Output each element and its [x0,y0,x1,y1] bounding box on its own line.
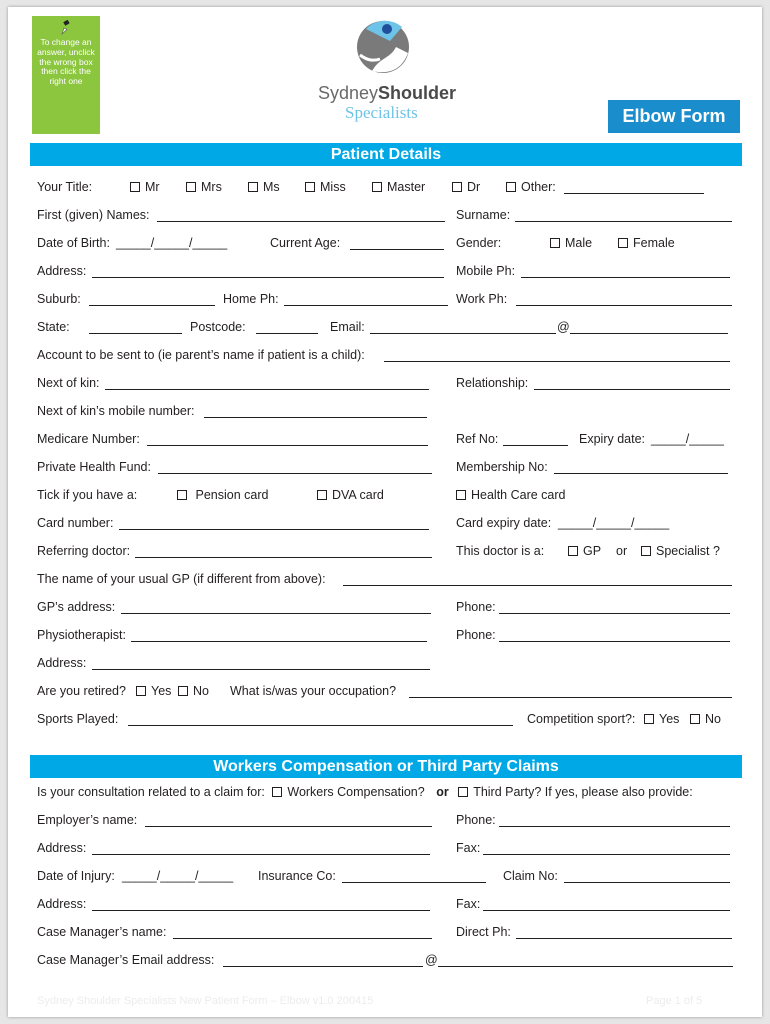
title-other-option[interactable] [506,180,556,194]
membership-field[interactable] [554,473,728,474]
case-email-label: Case Manager’s Email address: [37,953,215,967]
third-party-checkbox-icon[interactable] [458,787,468,797]
dob-label: Date of Birth: [37,236,110,250]
membership-label: Membership No: [456,460,548,474]
sports-label: Sports Played: [37,712,119,726]
insurance-label: Insurance Co: [258,869,336,883]
case-email-user-field[interactable] [223,966,423,967]
expiry-label: Expiry date: [579,432,646,446]
checkbox-icon[interactable] [506,182,516,192]
option-label: Master [387,180,426,194]
title-ms-option[interactable] [248,180,280,194]
tick-if-label: Tick if you have a: [37,488,138,502]
checkbox-icon[interactable] [644,714,654,724]
employer-fax-field[interactable] [483,854,730,855]
specialist-option[interactable] [641,544,720,558]
competition-label: Competition sport?: [527,712,636,726]
ref-no-field[interactable] [503,445,568,446]
work-ph-label: Work Ph: [456,292,508,306]
case-manager-field[interactable] [173,938,432,939]
employer-address-label: Address: [37,841,87,855]
relationship-field[interactable] [534,389,730,390]
occupation-field[interactable] [409,697,732,698]
pen-icon [60,20,72,36]
logo-line2: Specialists [345,103,418,122]
option-label: Yes [151,684,172,698]
address-field[interactable] [92,277,444,278]
home-ph-label: Home Ph: [223,292,279,306]
gp-option[interactable] [568,544,601,558]
footer-page-number: Page 1 of 5 [646,995,703,1007]
dob-field[interactable]: _____/_____/_____ [116,236,228,250]
gender-female-option[interactable] [618,236,675,250]
or-text: or [616,544,628,558]
option-label: Health Care card [471,488,566,502]
referring-field[interactable] [135,557,432,558]
title-dr-option[interactable] [452,180,480,194]
email-user-field[interactable] [370,333,556,334]
insurer-fax-label: Fax: [456,897,481,911]
medicare-label: Medicare Number: [37,432,140,446]
physio-label: Physiotherapist: [37,628,126,642]
checkbox-icon[interactable] [178,686,188,696]
checkbox-icon[interactable] [690,714,700,724]
claim-question [37,785,693,799]
option-label: GP [583,544,602,558]
card-expiry-label: Card expiry date: [456,516,552,530]
title-master-option[interactable] [372,180,425,194]
or-bold-text: or [436,785,449,799]
logo [308,17,458,127]
kin-mobile-label: Next of kin’s mobile number: [37,404,195,418]
checkbox-icon[interactable] [550,238,560,248]
logo-mark-icon [350,17,420,81]
form-page [8,7,762,1017]
checkbox-icon[interactable] [248,182,258,192]
mobile-label: Mobile Ph: [456,264,516,278]
employer-address-field[interactable] [92,854,430,855]
option-label: Male [565,236,593,250]
postcode-label: Postcode: [190,320,246,334]
option-label: Yes [659,712,680,726]
checkbox-icon[interactable] [372,182,382,192]
surname-label: Surname: [456,208,511,222]
option-label: Other: [521,180,556,194]
referring-label: Referring doctor: [37,544,131,558]
section-patient-details: Patient Details [30,143,742,166]
workers-comp-checkbox-icon[interactable] [272,787,282,797]
postcode-field[interactable] [256,333,318,334]
form-title-box: Elbow Form [608,100,740,133]
claim-no-field[interactable] [564,882,730,883]
gp-phone-field[interactable] [499,613,730,614]
state-label: State: [37,320,70,334]
health-care-card-option[interactable] [456,488,566,502]
third-party-label: Third Party? If yes, please also provide: [473,785,693,799]
checkbox-icon[interactable] [568,546,578,556]
card-number-field[interactable] [119,529,429,530]
competition-yes-option[interactable] [644,712,679,726]
checkbox-icon[interactable] [177,490,187,500]
case-manager-label: Case Manager’s name: [37,925,167,939]
insurance-field[interactable] [342,882,486,883]
pension-card-option[interactable] [177,488,268,502]
email-at: @ [557,320,570,334]
option-label: Pension card [195,488,269,502]
work-ph-field[interactable] [516,305,732,306]
option-label: Miss [320,180,346,194]
checkbox-icon[interactable] [456,490,466,500]
medicare-field[interactable] [147,445,428,446]
doctor-is-label: This doctor is a: [456,544,545,558]
option-label: Dr [467,180,481,194]
checkbox-icon[interactable] [136,686,146,696]
claim-no-label: Claim No: [503,869,558,883]
surname-field[interactable] [515,221,732,222]
usual-gp-field[interactable] [343,585,732,586]
employer-phone-label: Phone: [456,813,496,827]
logo-line1 [318,83,456,104]
physio-address-field[interactable] [92,669,430,670]
physio-field[interactable] [131,641,427,642]
retired-no-option[interactable] [178,684,209,698]
logo-shoulder: Shoulder [378,83,457,103]
checkbox-icon[interactable] [641,546,651,556]
next-of-kin-label: Next of kin: [37,376,100,390]
option-label: No [193,684,209,698]
gender-label: Gender: [456,236,502,250]
ref-no-label: Ref No: [456,432,499,446]
gp-address-field[interactable] [121,613,431,614]
workers-comp-label: Workers Compensation? [287,785,425,799]
option-label: Ms [263,180,280,194]
address-label: Address: [37,264,87,278]
employer-label: Employer’s name: [37,813,138,827]
card-number-label: Card number: [37,516,114,530]
occupation-label: What is/was your occupation? [230,684,397,698]
checkbox-icon[interactable] [618,238,628,248]
title-miss-option[interactable] [305,180,346,194]
checkbox-icon[interactable] [452,182,462,192]
direct-ph-field[interactable] [516,938,732,939]
relationship-label: Relationship: [456,376,529,390]
checkbox-icon[interactable] [317,490,327,500]
gp-address-label: GP’s address: [37,600,116,614]
retired-label: Are you retired? [37,684,126,698]
section-workers-comp: Workers Compensation or Third Party Claims [30,755,742,778]
home-ph-field[interactable] [284,305,448,306]
option-label: Mrs [201,180,222,194]
checkbox-icon[interactable] [130,182,140,192]
date-injury-field[interactable]: _____/_____/_____ [122,869,234,883]
insurer-address-label: Address: [37,897,87,911]
dva-card-option[interactable] [317,488,384,502]
state-field[interactable] [89,333,182,334]
title-mr-option[interactable] [130,180,160,194]
mobile-field[interactable] [521,277,730,278]
current-age-label: Current Age: [270,236,341,250]
card-expiry-field[interactable]: _____/_____/_____ [558,516,670,530]
employer-phone-field[interactable] [499,826,730,827]
option-label: Mr [145,180,160,194]
footer-left: Sydney Shoulder Specialists New Patient Form – Elbow v1.0 200415 [37,995,374,1007]
gp-phone-label: Phone: [456,600,496,614]
suburb-label: Suburb: [37,292,81,306]
checkbox-icon[interactable] [305,182,315,192]
direct-ph-label: Direct Ph: [456,925,511,939]
email-domain-field[interactable] [570,333,728,334]
first-names-label: First (given) Names: [37,208,150,222]
private-fund-field[interactable] [158,473,432,474]
option-label: Specialist ? [656,544,720,558]
first-names-field[interactable] [157,221,445,222]
suburb-field[interactable] [89,305,215,306]
usual-gp-label: The name of your usual GP (if different from above): [37,572,326,586]
title-mrs-option[interactable] [186,180,222,194]
case-email-at: @ [425,953,438,967]
insurer-address-field[interactable] [92,910,430,911]
competition-no-option[interactable] [690,712,721,726]
option-label: No [705,712,721,726]
physio-phone-field[interactable] [499,641,730,642]
option-label: Female [633,236,675,250]
instruction-text: To change an answer, unclick the wrong box then click the right one [37,37,95,87]
other-title-field[interactable] [564,193,704,194]
logo-sydney: Sydney [318,83,379,103]
case-email-domain-field[interactable] [438,966,733,967]
private-fund-label: Private Health Fund: [37,460,151,474]
kin-mobile-field[interactable] [204,417,427,418]
retired-yes-option[interactable] [136,684,171,698]
instruction-note [32,16,100,134]
account-label: Account to be sent to (ie parent’s name if patient is a child): [37,348,365,362]
claim-question-text: Is your consultation related to a claim for: [37,785,265,799]
physio-phone-label: Phone: [456,628,496,642]
sports-field[interactable] [128,725,513,726]
option-label: DVA card [332,488,384,502]
physio-address-label: Address: [37,656,87,670]
checkbox-icon[interactable] [186,182,196,192]
expiry-field[interactable]: _____/_____ [651,432,724,446]
title-label: Your Title: [37,180,93,194]
gender-male-option[interactable] [550,236,592,250]
employer-fax-label: Fax: [456,841,481,855]
email-label: Email: [330,320,365,334]
next-of-kin-field[interactable] [105,389,429,390]
current-age-field[interactable] [350,249,444,250]
date-injury-label: Date of Injury: [37,869,115,883]
employer-field[interactable] [145,826,432,827]
insurer-fax-field[interactable] [483,910,730,911]
account-field[interactable] [384,361,730,362]
